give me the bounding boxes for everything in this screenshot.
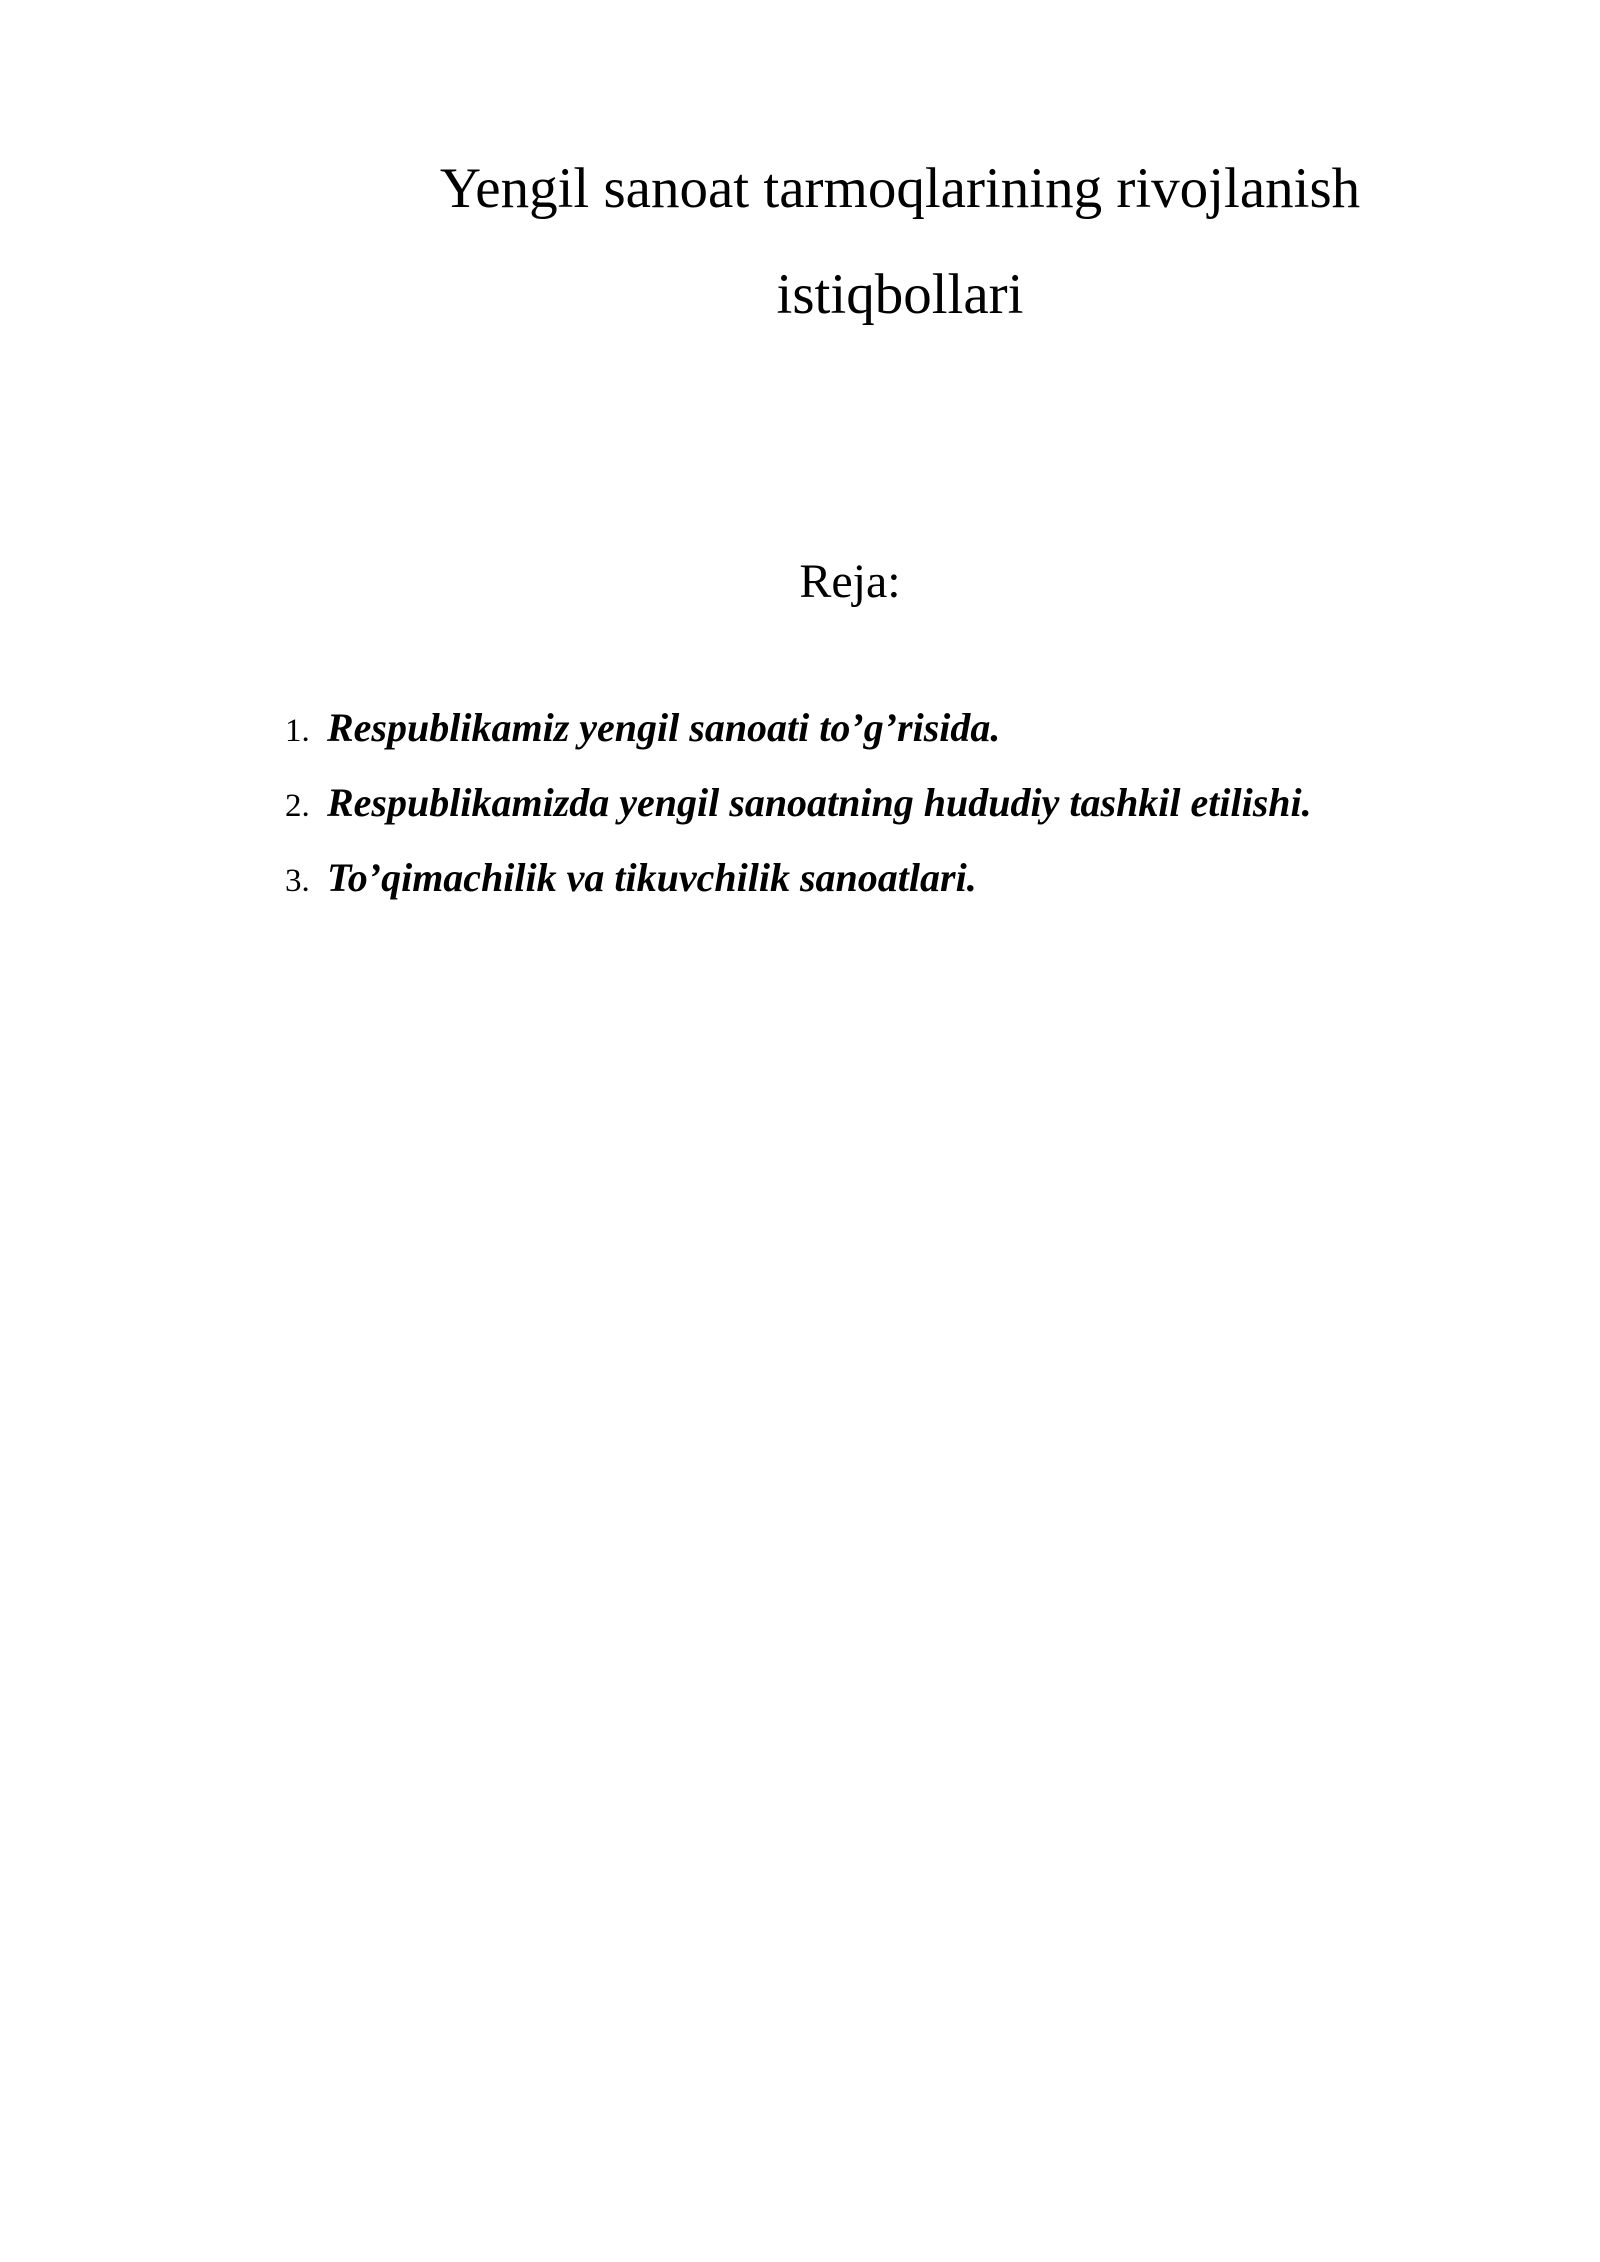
plan-item-text: To’qimachilik va tikuvchilik sanoatlari. bbox=[327, 855, 977, 900]
plan-item-3 bbox=[285, 854, 1312, 929]
document-title-line-2: istiqbollari bbox=[776, 263, 1024, 326]
plan-list bbox=[285, 704, 1312, 929]
plan-item-number: 2. bbox=[285, 788, 310, 824]
plan-item-number: 3. bbox=[285, 863, 310, 899]
plan-heading: Reja: bbox=[799, 555, 901, 608]
document-title-line-1: Yengil sanoat tarmoqlarining rivojlanish bbox=[439, 157, 1361, 220]
plan-item-number: 1. bbox=[285, 713, 310, 749]
plan-item-1 bbox=[285, 704, 1312, 779]
plan-item-2 bbox=[285, 779, 1312, 854]
plan-item-text: Respublikamizda yengil sanoatning hududiy tashkil etilishi. bbox=[327, 780, 1312, 825]
plan-item-text: Respublikamiz yengil sanoati to’g’risida. bbox=[327, 705, 1001, 750]
